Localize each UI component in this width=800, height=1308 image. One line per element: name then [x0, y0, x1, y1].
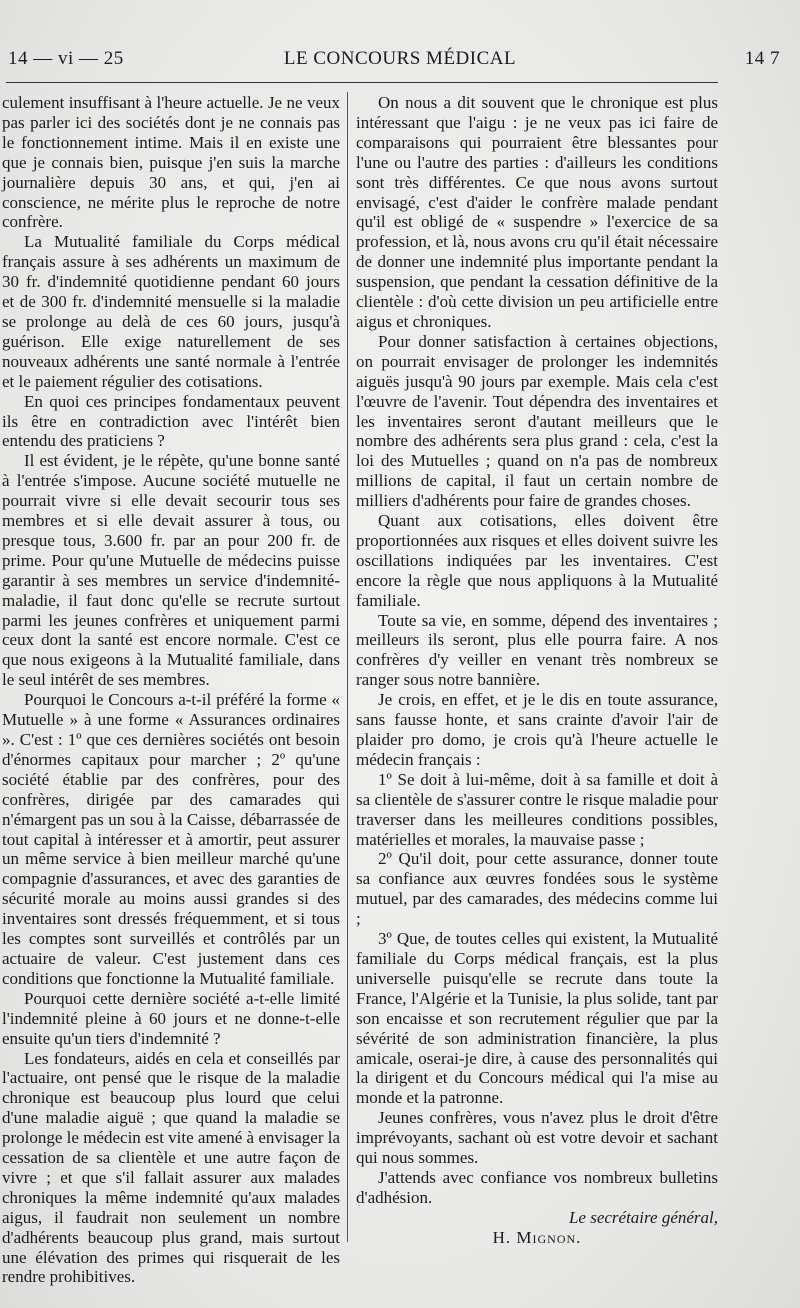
paragraph: 3º Que, de toutes celles qui existent, la Mutualité familiale du Corps médical français, est la plus universelle puisqu'elle se recrute dans toute la France, l'Algérie et la Tunisie, la plus solide, tant par son encaisse et son recrutement régulier que par la sévérité de son administration financière, la plus amicale, oserai-je dire, à cause des personnalités qui la dirigent et du Concours médical qui l'a mise au monde et la patronne.: [356, 929, 718, 1108]
page-number: 14 7: [744, 48, 780, 69]
paragraph: Pourquoi cette dernière société a-t-elle limité l'indemnité pleine à 60 jours et ne donne-t-elle ensuite qu'un tiers d'indemnité ?: [2, 988, 340, 1048]
journal-title: LE CONCOURS MÉDICAL: [283, 48, 517, 69]
column-divider: [347, 92, 348, 1242]
paragraph: En quoi ces principes fondamentaux peuvent ils être en contradiction avec l'intérêt bien entendu des praticiens ?: [2, 391, 340, 451]
paragraph: Les fondateurs, aidés en cela et conseillés par l'actuaire, ont pensé que le risque de la maladie chronique est beaucoup plus lourd que celui d'une maladie aiguë ; que quand la maladie se prolonge le médecin est vite amené à envisager la cessation de sa clientèle et une autre façon de vivre ; et que s'il fallait assurer aux malades chroniques la même indemnité qu'aux malades aigus, il faudrait non seulement un nombre d'adhérents beaucoup plus grand, mais surtout une élévation des primes qui risquerait de les rendre prohibitives.: [2, 1048, 340, 1287]
paragraph: Pourquoi le Concours a-t-il préféré la forme « Mutuelle » à une forme « Assurances ordinaires ». C'est : 1º que ces dernières sociétés ont besoin d'énormes capitaux pour marcher ; 2º qu'une société établie par des confrères, pour des confrères, dirigée par des camarades qui n'émargent pas un sou à la Caisse, débarrassée de tout capital à intéresser et à amortir, peut assurer un même service à bien meilleur marché qu'une compagnie d'assurances, et avec des garanties de sécurité morale au moins aussi grandes si des inventaires sont dressés fréquemment, et si tous les comptes sont surveillés et contrôlés par un actuaire de valeur. C'est justement dans ces conditions que fonctionne la Mutualité familiale.: [2, 690, 340, 988]
paragraph: 1º Se doit à lui-même, doit à sa famille et doit à sa clientèle de s'assurer contre le risque maladie pour traverser dans les meilleures conditions possibles, matérielles et morales, la mauvaise passe ;: [356, 769, 718, 849]
paragraph: Il est évident, je le répète, qu'une bonne santé à l'entrée s'impose. Aucune société mutuelle ne pourrait vivre si elle devait secourir tous ses membres et si elle devait assurer à tous, ou presque tous, 3.600 fr. par an pour 200 fr. de prime. Pour qu'une Mutuelle de médecins puisse garantir à ses membres un service d'indemnité-maladie, il faut donc qu'elle se recrute surtout parmi les jeunes confrères et uniquement parmi ceux dont la santé est encore normale. C'est ce que nous exigeons à la Mutualité familiale, dans le seul intérêt de ses membres.: [2, 451, 340, 690]
paragraph: Toute sa vie, en somme, dépend des inventaires ; meilleurs ils seront, plus elle pourra faire. A nos confrères d'y veiller en venant très nombreux se ranger sous notre bannière.: [356, 610, 718, 690]
paragraph: Quant aux cotisations, elles doivent être proportionnées aux risques et elles doivent suivre les oscillations indiquées par les inventaires. C'est encore la règle que nous appliquons à la Mutualité familiale.: [356, 511, 718, 610]
paragraph: Pour donner satisfaction à certaines objections, on pourrait envisager de prolonger les indemnités aiguës jusqu'à 90 jours par exemple. Mais cela c'est l'œuvre de l'avenir. Tout dépendra des inventaires et les inventaires seront d'autant meilleurs que le nombre des adhérents sera plus grand : cela, c'est la loi des Mutuelles ; quand on n'a pas de nombreux millions de capital, il faut un certain nombre de milliers d'adhérents pour faire de grandes choses.: [356, 331, 718, 511]
paragraph: J'attends avec confiance vos nombreux bulletins d'adhésion.: [356, 1167, 718, 1207]
paragraph: Je crois, en effet, et je le dis en toute assurance, sans fausse honte, et sans crainte d'avoir l'air de plaider pro domo, je crois qu'à l'heure actuelle le médecin français :: [356, 690, 718, 769]
signature-role: Le secrétaire général,: [568, 1207, 718, 1227]
header-rule: [6, 82, 718, 83]
left-column: [2, 93, 340, 1287]
paragraph: Jeunes confrères, vous n'avez plus le droit d'être imprévoyants, sachant où est votre devoir et sachant qui nous sommes.: [356, 1108, 718, 1168]
paragraph: On nous a dit souvent que le chronique est plus intéressant que l'aigu : je ne veux pas ici faire de comparaisons qui pourraient être blessantes pour l'une ou l'autre des parties : d'ailleurs les conditions sont très différentes. Ce que nous avons surtout envisagé, c'est d'aider le confrère malade pendant qu'il est obligé de « suspendre » l'exercice de sa profession, et là, nous avons cru qu'il était nécessaire de donner une indemnité plus importante pendant la suspension, que pendant la cessation définitive de la clientèle : d'où cette division un peu artificielle entre aigus et chroniques.: [356, 93, 718, 331]
right-column: [356, 93, 718, 1248]
page-header: [0, 46, 800, 76]
paragraph: 2º Qu'il doit, pour cette assurance, donner toute sa confiance aux œuvres fondées sous le système mutuel, par des camarades, des médecins comme lui ;: [356, 849, 718, 929]
paragraph: culement insuffisant à l'heure actuelle. Je ne veux pas parler ici des sociétés dont je ne connais pas le fonctionnement intime. Mais il en existe une que je connais bien, puisque j'en suis la marche journalière depuis 30 ans, et qui, j'en ai conscience, ne mérite plus le reproche de notre confrère.: [2, 93, 340, 232]
issue-date: 14 — vi — 25: [8, 48, 124, 69]
signature-name: H. Mignon.: [492, 1227, 582, 1247]
paragraph: La Mutualité familiale du Corps médical français assure à ses adhérents un maximum de 30 fr. d'indemnité quotidienne pendant 60 jours et de 300 fr. d'indemnité mensuelle si la maladie se prolonge au delà de ces 60 jours, jusqu'à guérison. Elle exige naturellement de ses nouveaux adhérents une santé normale à l'entrée et le paiement régulier des cotisations.: [2, 232, 340, 391]
